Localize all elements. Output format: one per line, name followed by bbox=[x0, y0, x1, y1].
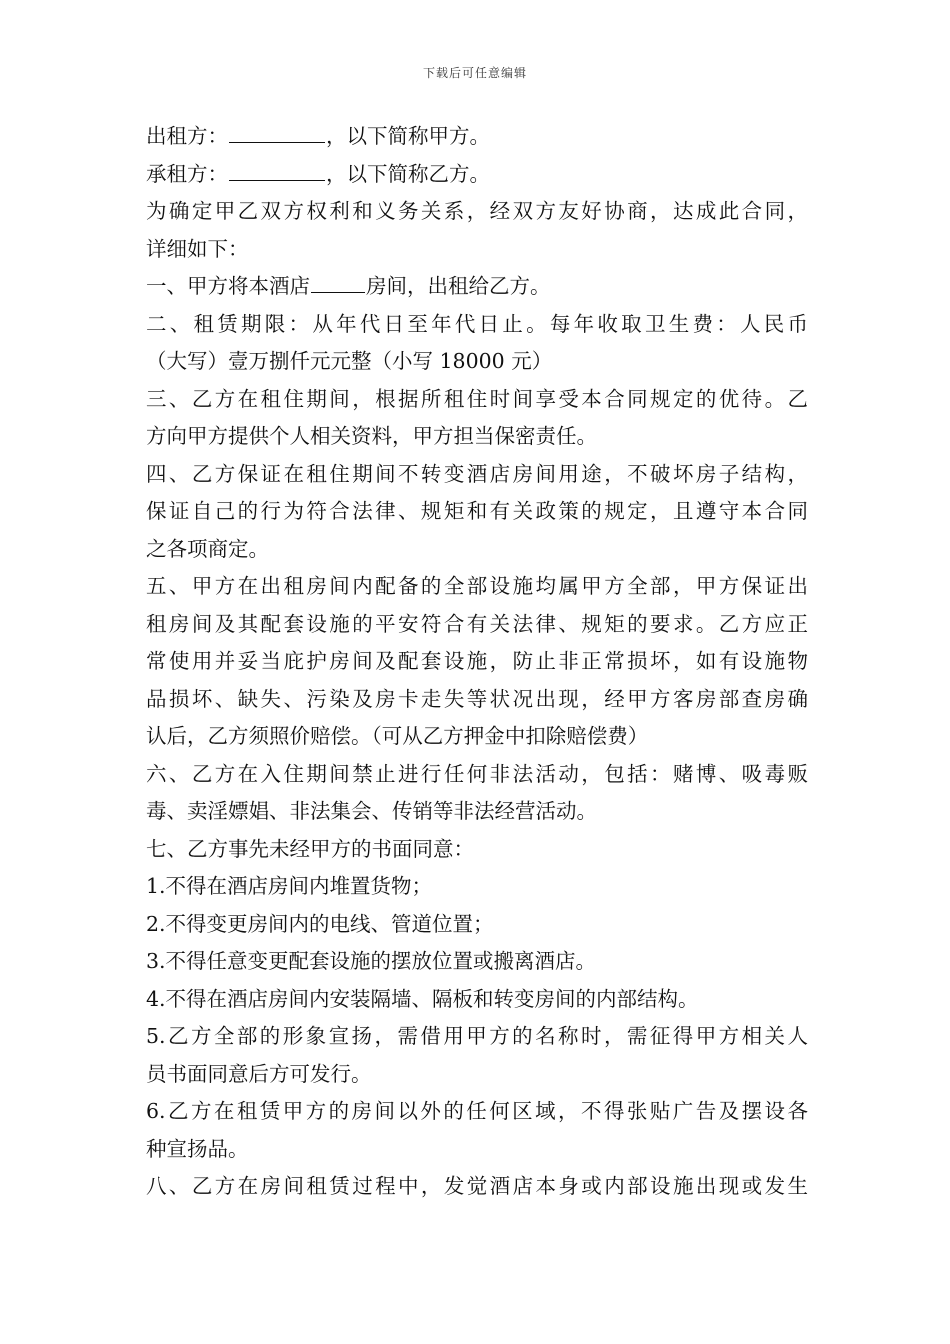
list-item: 种宣扬品。 bbox=[146, 1136, 249, 1161]
paragraph-line: 常使用并妥当庇护房间及配套设施，防止非正常损坏，如有设施物 bbox=[146, 649, 808, 673]
lessor-label: 出租方： bbox=[146, 124, 228, 148]
paragraph-line: 认后，乙方须照价赔偿。（可从乙方押金中扣除赔偿费） bbox=[146, 724, 649, 748]
room-number-blank[interactable] bbox=[311, 270, 365, 293]
clause-1-suffix: 房间，出租给乙方。 bbox=[366, 274, 551, 298]
lessor-name-blank[interactable] bbox=[229, 120, 325, 143]
paragraph-line: 为确定甲乙双方权利和义务关系，经双方友好协商，达成此合同， bbox=[146, 199, 808, 223]
paragraph-line: 四、乙方保证在租住期间不转变酒店房间用途，不破坏房子结构， bbox=[146, 461, 808, 486]
lessee-label: 承租方： bbox=[146, 161, 228, 186]
lessee-line bbox=[146, 156, 808, 194]
paragraph-line: 七、乙方事先未经甲方的书面同意： bbox=[146, 836, 474, 861]
lessor-line bbox=[146, 118, 808, 156]
list-item: 2.不得变更房间内的电线、管道位置； bbox=[146, 911, 494, 936]
list-item: 6.乙方在租赁甲方的房间以外的任何区域，不得张贴广告及摆设各 bbox=[146, 1099, 808, 1123]
list-item: 5.乙方全部的形象宣扬，需借用甲方的名称时，需征得甲方相关人 bbox=[146, 1024, 808, 1048]
paragraph-line: （大写）壹万捌仟元元整（小写 18000 元） bbox=[146, 349, 553, 373]
paragraph-line: 毒、卖淫嫖娼、非法集会、传销等非法经营活动。 bbox=[146, 799, 597, 823]
paragraph-line: 三、乙方在租住期间，根据所租住时间享受本合同规定的优待。乙 bbox=[146, 386, 808, 411]
lessor-suffix: ，以下简称甲方。 bbox=[326, 124, 490, 148]
paragraph-line: 之各项商定。 bbox=[146, 536, 269, 561]
list-item: 1.不得在酒店房间内堆置货物； bbox=[146, 874, 433, 898]
paragraph-line: 八、乙方在房间租赁过程中，发觉酒店本身或内部设施出现或发生 bbox=[146, 1174, 808, 1198]
list-item: 3.不得任意变更配套设施的摆放位置或搬离酒店。 bbox=[146, 949, 597, 973]
paragraph-line: 保证自己的行为符合法律、规矩和有关政策的规定，且遵守本合同 bbox=[146, 499, 808, 523]
paragraph-line: 二、租赁期限：从年代日至年代日止。每年收取卫生费：人民币 bbox=[146, 311, 808, 336]
clause-1-line bbox=[146, 268, 808, 306]
contract-body bbox=[146, 118, 808, 1206]
list-item: 员书面同意后方可发行。 bbox=[146, 1061, 372, 1086]
lessee-suffix: ，以下简称乙方。 bbox=[326, 161, 490, 186]
paragraph-line: 品损坏、缺失、污染及房卡走失等状况出现，经甲方客房部查房确 bbox=[146, 686, 808, 711]
paragraph-line: 详细如下： bbox=[146, 236, 249, 261]
paragraph-line: 六、乙方在入住期间禁止进行任何非法活动，包括：赌博、吸毒贩 bbox=[146, 761, 808, 786]
paragraph-line: 五、甲方在出租房间内配备的全部设施均属甲方全部，甲方保证出 bbox=[146, 574, 808, 598]
clause-1-prefix: 一、甲方将本酒店 bbox=[146, 274, 310, 298]
paragraph-line: 租房间及其配套设施的平安符合有关法律、规矩的要求。乙方应正 bbox=[146, 611, 808, 636]
page-header: 下载后可任意编辑 bbox=[422, 66, 527, 80]
list-item: 4.不得在酒店房间内安装隔墙、隔板和转变房间的内部结构。 bbox=[146, 986, 699, 1011]
paragraph-line: 方向甲方提供个人相关资料，甲方担当保密责任。 bbox=[146, 424, 597, 448]
lessee-name-blank[interactable] bbox=[229, 158, 325, 181]
